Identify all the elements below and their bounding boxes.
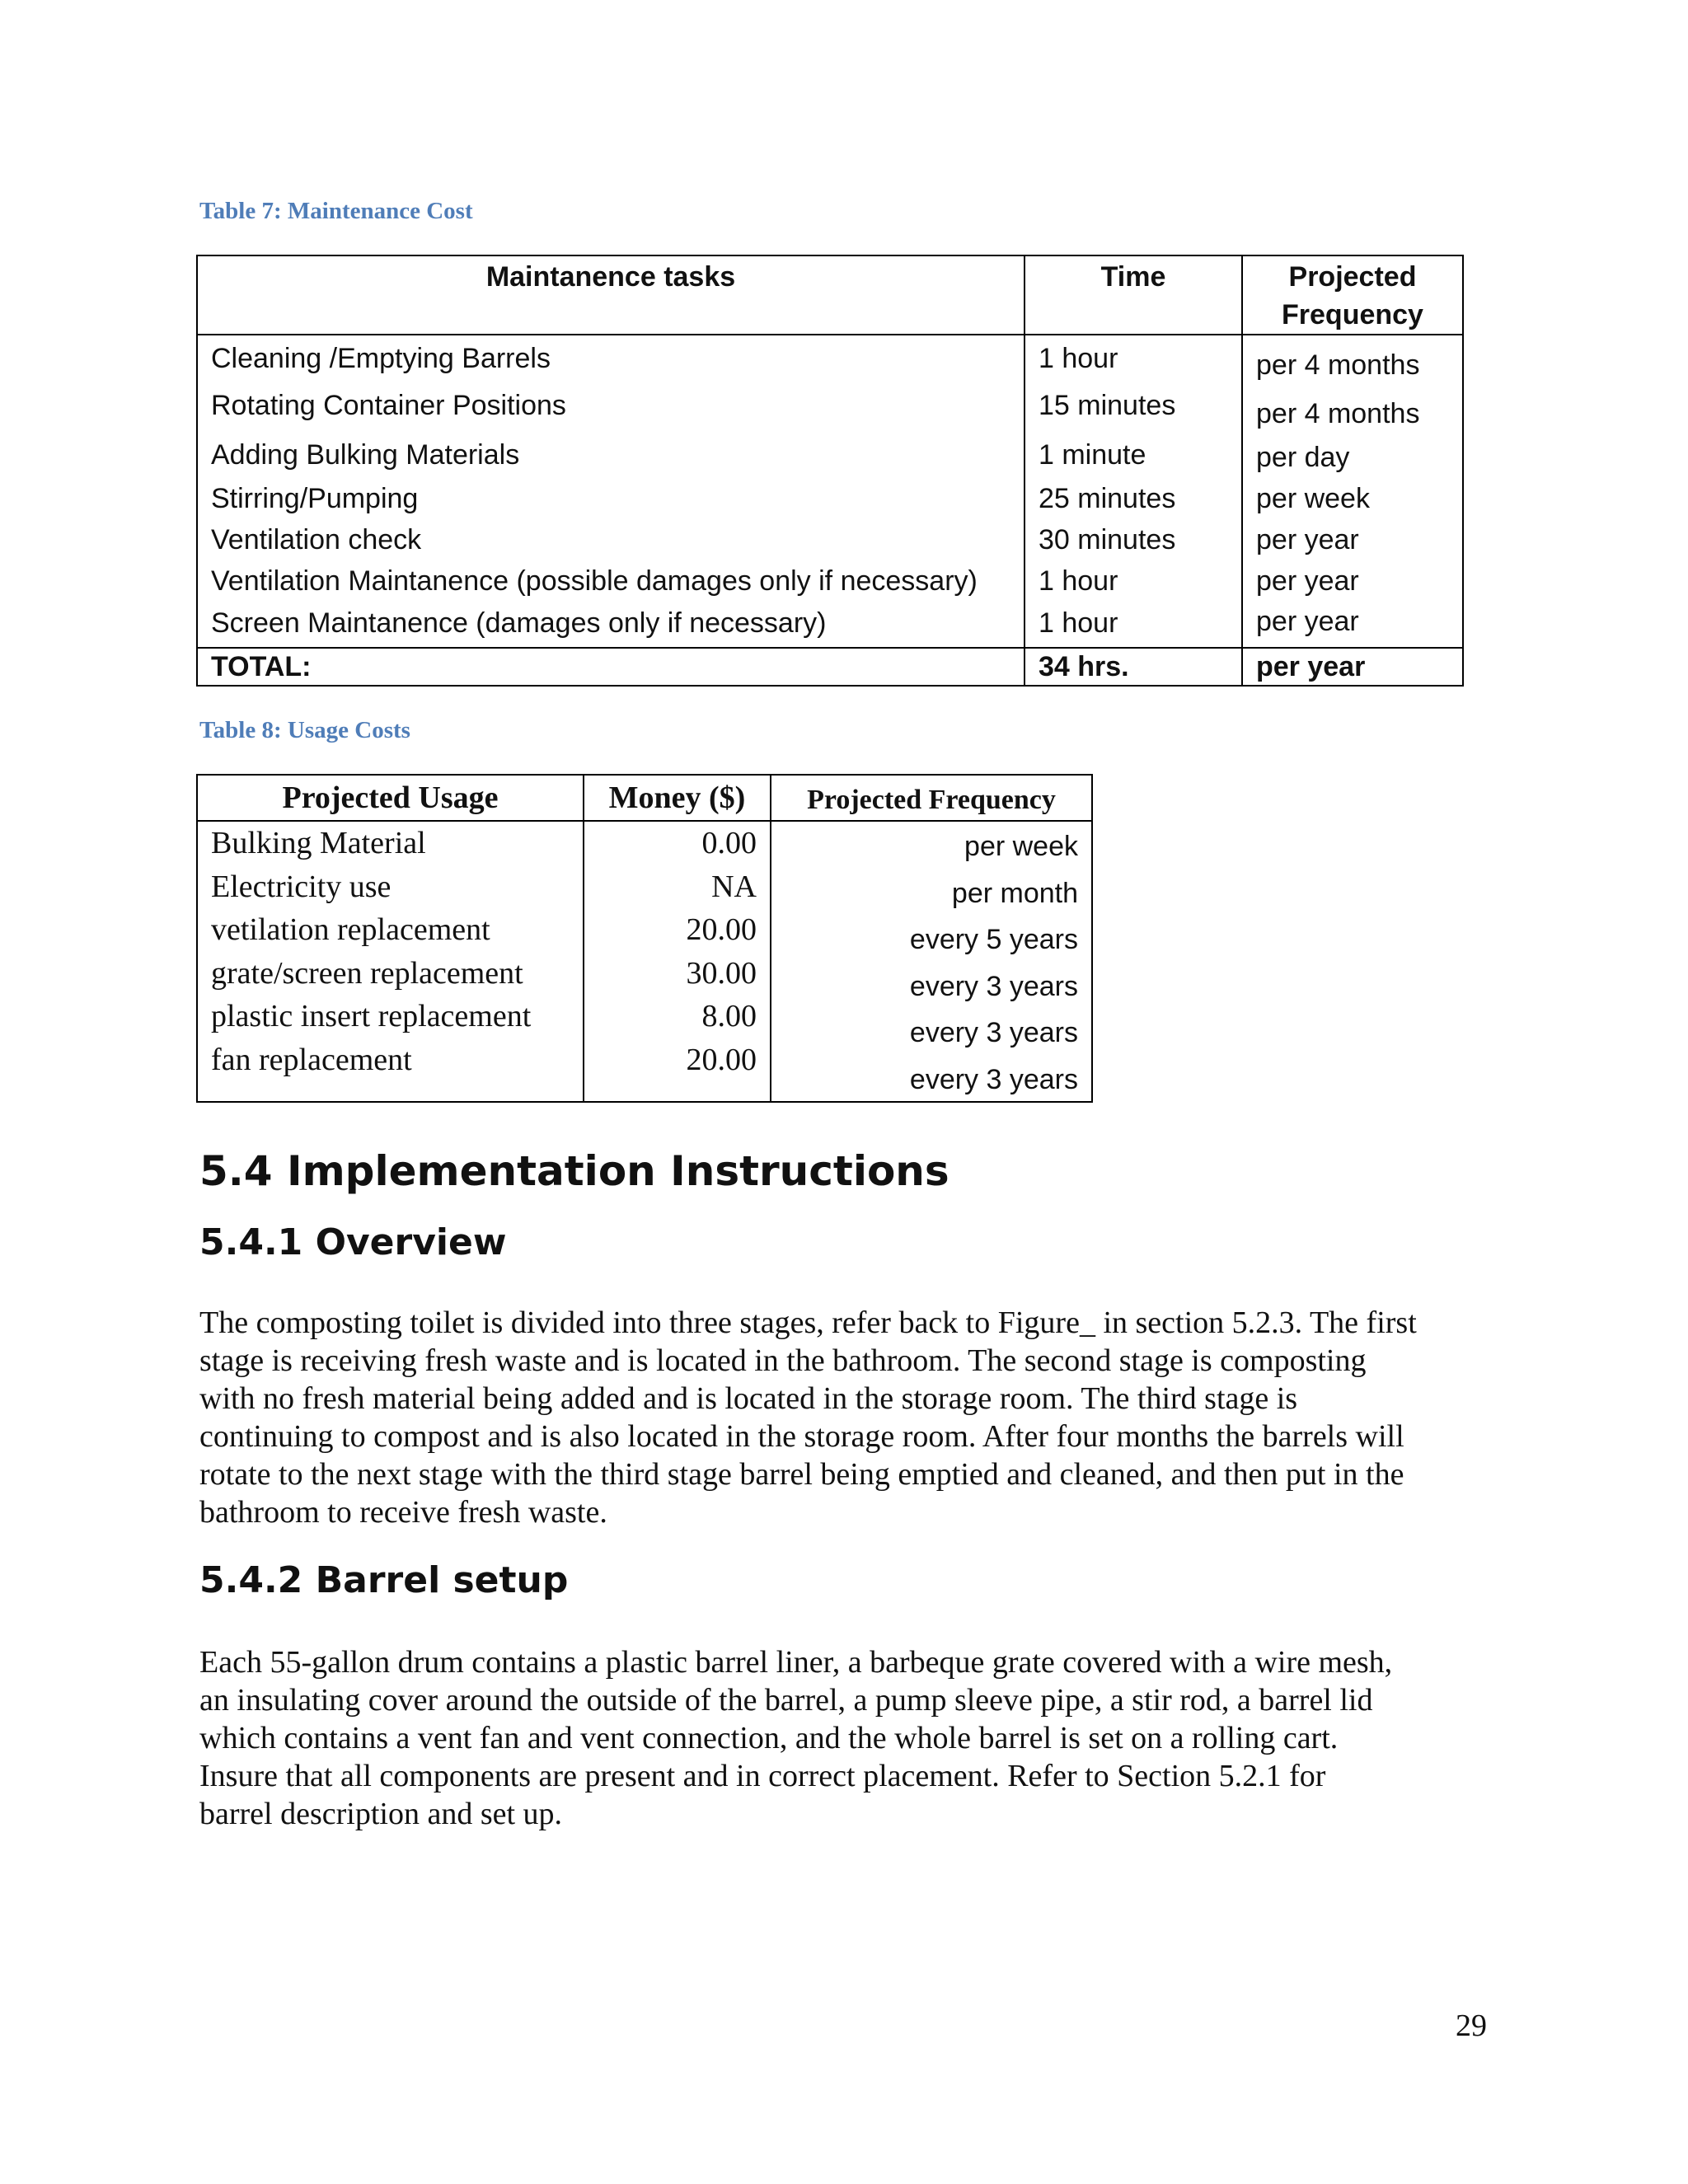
freq-text: every 3 years [909,1017,1078,1048]
freq-text: per 4 months [1256,349,1420,381]
usage-costs-table [196,774,1093,1103]
time-text: 15 minutes [1039,390,1176,421]
task-text: Ventilation Maintanence (possible damages only if necessary) [211,565,978,597]
money-text: 20.00 [686,1042,757,1077]
paragraph-line: The composting toilet is divided into three stages, refer back to Figure_ in section 5.2.3. The first [199,1305,1417,1340]
paragraph-line: an insulating cover around the outside of the barrel, a pump sleeve pipe, a stir rod, a barrel lid [199,1683,1373,1718]
freq-text: per week [964,831,1078,862]
time-text: 30 minutes [1039,524,1176,555]
time-text: 25 minutes [1039,483,1176,514]
paragraph-line: which contains a vent fan and vent connection, and the whole barrel is set on a rolling cart. [199,1721,1339,1755]
total-time: 34 hrs. [1025,648,1242,686]
table-header-row [197,775,1092,821]
task-text: Rotating Container Positions [211,390,566,421]
header-freq-line1: Projected [1288,261,1417,293]
header-maintenance-tasks: Maintanence tasks [197,255,1025,335]
header-projected-frequency [1242,255,1463,335]
task-text: Ventilation check [211,524,422,555]
section-heading-implementation: 5.4 Implementation Instructions [199,1147,950,1195]
freq-text: per year [1256,565,1359,597]
freq-text: every 3 years [909,1063,1078,1095]
frequencies-cell [1242,335,1463,648]
money-text: NA [711,869,757,904]
section-heading-overview: 5.4.1 Overview [199,1221,507,1263]
paragraph-line: continuing to compost and is also located in the storage room. After four months the barrels will [199,1419,1404,1454]
time-text: 1 minute [1039,439,1146,471]
table7-caption: Table 7: Maintenance Cost [199,198,473,224]
total-freq: per year [1242,648,1463,686]
paragraph-line: with no fresh material being added and is located in the storage room. The third stage is [199,1381,1298,1416]
time-text: 1 hour [1039,343,1118,374]
header-projected-frequency: Projected Frequency [771,775,1092,821]
usage-text: Electricity use [211,869,392,904]
time-text: 1 hour [1039,565,1118,597]
money-text: 20.00 [686,912,757,947]
paragraph-line: rotate to the next stage with the third stage barrel being emptied and cleaned, and then put in the [199,1457,1404,1492]
usage-text: fan replacement [211,1042,412,1077]
usage-text: vetilation replacement [211,912,490,947]
section-heading-barrel-setup: 5.4.2 Barrel setup [199,1559,569,1601]
overview-paragraph [199,1304,1502,1531]
money-cell [584,821,771,1102]
header-money: Money ($) [584,775,771,821]
paragraph-line: Insure that all components are present and in correct placement. Refer to Section 5.2.1 for [199,1759,1326,1793]
times-cell [1025,335,1242,648]
header-time: Time [1025,255,1242,335]
task-text: Adding Bulking Materials [211,439,520,471]
freq-text: per month [951,877,1078,909]
freq-text: per year [1256,606,1359,637]
frequency-cell [771,821,1092,1102]
usage-text: plastic insert replacement [211,999,532,1033]
money-text: 0.00 [701,826,757,860]
table-body-row [197,335,1463,648]
table-header-row [197,255,1463,335]
maintenance-cost-table [196,255,1464,687]
task-text: Screen Maintanence (damages only if necessary) [211,607,827,639]
total-row [197,648,1463,686]
header-projected-usage: Projected Usage [197,775,584,821]
table-body-row [197,821,1092,1102]
header-freq-line2: Frequency [1282,299,1423,330]
freq-text: per year [1256,524,1359,555]
freq-text: every 5 years [909,924,1078,955]
tasks-cell [197,335,1025,648]
total-label: TOTAL: [197,648,1025,686]
freq-text: per day [1256,442,1350,473]
paragraph-line: bathroom to receive fresh waste. [199,1495,607,1530]
paragraph-line: Each 55-gallon drum contains a plastic barrel liner, a barbeque grate covered with a wire mesh, [199,1645,1393,1680]
page-number: 29 [1456,2008,1487,2043]
time-text: 1 hour [1039,607,1118,639]
usage-text: Bulking Material [211,826,426,860]
paragraph-line: stage is receiving fresh waste and is located in the bathroom. The second stage is composting [199,1343,1367,1378]
freq-text: per 4 months [1256,398,1420,429]
task-text: Stirring/Pumping [211,483,419,514]
money-text: 30.00 [686,955,757,991]
freq-text: per week [1256,483,1370,514]
task-text: Cleaning /Emptying Barrels [211,343,551,374]
usage-text: grate/screen replacement [211,955,523,991]
table8-caption: Table 8: Usage Costs [199,717,410,743]
paragraph-line: barrel description and set up. [199,1797,563,1831]
money-text: 8.00 [701,999,757,1033]
barrel-setup-paragraph [199,1643,1502,1833]
freq-text: every 3 years [909,970,1078,1002]
usage-cell [197,821,584,1102]
